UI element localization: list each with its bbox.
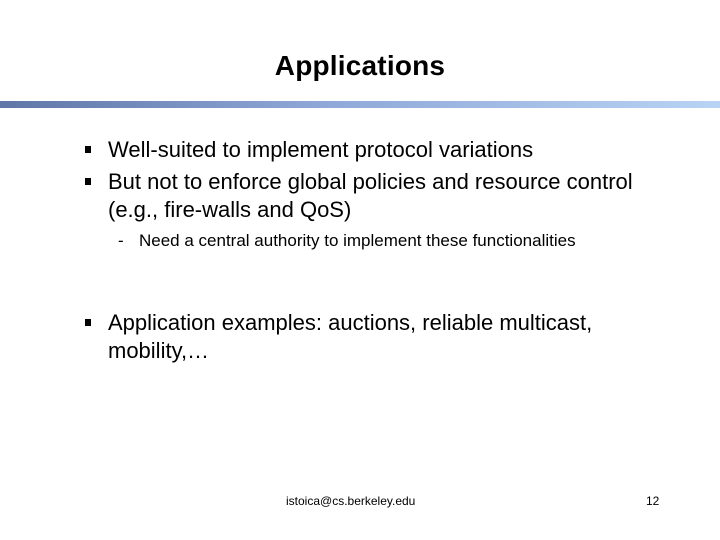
bullet-item [108, 168, 668, 224]
footer-email: istoica@cs.berkeley.edu [286, 494, 416, 508]
square-bullet-icon [85, 146, 91, 153]
page-number: 12 [646, 494, 660, 508]
bullet-text: But not to enforce global policies and resource control (e.g., fire-walls and QoS) [108, 169, 633, 222]
slide-title: Applications [274, 50, 446, 81]
title-underline-bar [0, 101, 720, 108]
dash-bullet-icon: - [118, 231, 124, 250]
sub-bullet-item [118, 230, 659, 252]
sub-bullet-text: Need a central authority to implement these functionalities [139, 231, 576, 250]
square-bullet-icon [85, 178, 91, 185]
bullet-item [108, 309, 668, 365]
bullet-text: Well-suited to implement protocol variations [108, 137, 534, 162]
square-bullet-icon [85, 319, 91, 326]
bullet-item [108, 136, 668, 164]
bullet-text: Application examples: auctions, reliable multicast, mobility,… [108, 310, 593, 363]
